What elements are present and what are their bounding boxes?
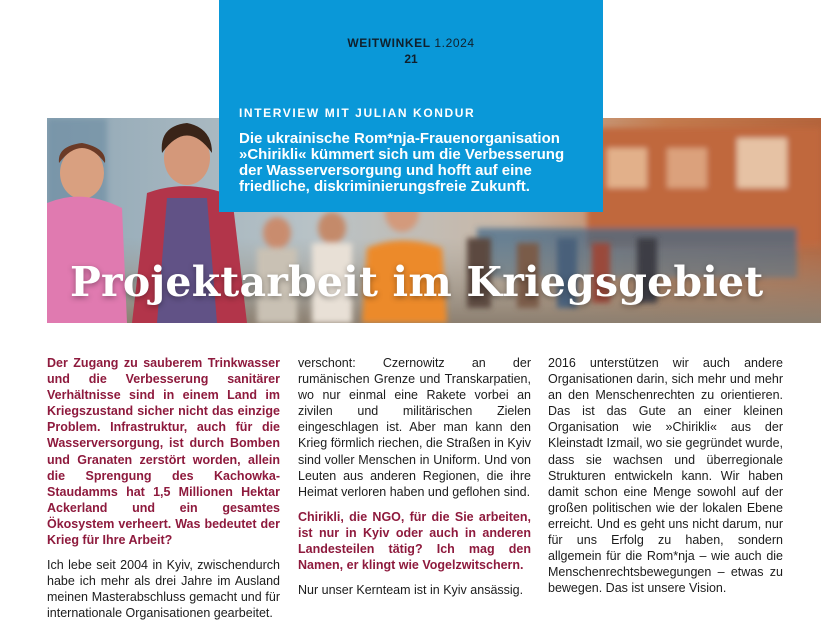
page-number: 21 — [404, 52, 418, 66]
kicker: INTERVIEW MIT JULIAN KONDUR — [239, 106, 476, 120]
article-header-box — [219, 0, 603, 212]
issue-label — [219, 36, 603, 50]
text-column-2 — [298, 355, 531, 607]
issue-number: 1.2024 — [434, 36, 475, 50]
teaser: Die ukrainische Rom*nja-Frauenorganisation »Chirikli« kümmert sich um die Verbesserung der Wasserversorgung und hofft auf eine friedliche, diskriminierungsfreie Zukunft. — [239, 130, 565, 195]
answer-paragraph: Nur unser Kernteam ist in Kyiv ansässig. — [298, 583, 524, 598]
issue-name: WEITWINKEL — [347, 36, 431, 50]
question-paragraph: Der Zugang zu sauberem Trinkwasser und die Verbesserung sanitärer Verhältnisse sind in einem Land im Kriegszustand sicher nicht das einzige Problem. Infrastruktur, auch für die Wasserversorgung, ist durch Bomben und Granaten zerstört worden, allein die Sprengung des Kachowka-Staudamms hat 1,5 Millionen Hektar Ackerland und ein gesamtes Ökosystem verheert. Was bedeutet der Krieg für Ihre Arbeit? — [47, 356, 280, 548]
article-title: Projektarbeit im Kriegsgebiet — [70, 258, 764, 306]
answer-paragraph: verschont: Czernowitz an der rumänischen Grenze und Transkarpatien, wo nur einmal eine Rakete vorbei an zivilen und militärischen Zielen eingeschlagen ist. Aber man kann den Krieg förmlich riechen, die Straßen in Kyiv sind voller Menschen in Uniform. Und von Leuten aus anderen Regionen, die ihre Heimat verloren haben und geflohen sind. — [298, 356, 531, 499]
answer-paragraph: 2016 unterstützen wir auch andere Organisationen darin, sich mehr und mehr an den Menschenrechten zu orientieren. Das ist das Gute an einer kleinen Organisation wie »Chirikli« aus der Kleinstadt Izmail, wo sie gegründet wurde, dass sie wachsen und überregionale Strukturen entwickeln kann. Wir haben damit schon eine Menge sowohl auf der großen politischen wie der lokalen Ebene erreicht. Und es geht uns nicht darum, nur für uns Erfolg zu haben, sondern allgemein für die Rom*nja – wie auch die Menschenrechtsbewegungen – etwas zu bewegen. Das ist unsere Vision. — [548, 356, 783, 596]
text-column-1 — [47, 355, 280, 631]
answer-paragraph: Ich lebe seit 2004 in Kyiv, zwischendurch habe ich mehr als drei Jahre im Ausland meinen Masterabschluss gemacht und für internationale Organisationen gearbeitet. — [47, 558, 280, 621]
question-paragraph: Chirikli, die NGO, für die Sie arbeiten, ist nur in Kyiv oder auch in anderen Landesteilen tätig? Ich mag den Namen, er klingt wie Vogelzwitschern. — [298, 509, 531, 573]
text-column-3 — [548, 355, 783, 605]
